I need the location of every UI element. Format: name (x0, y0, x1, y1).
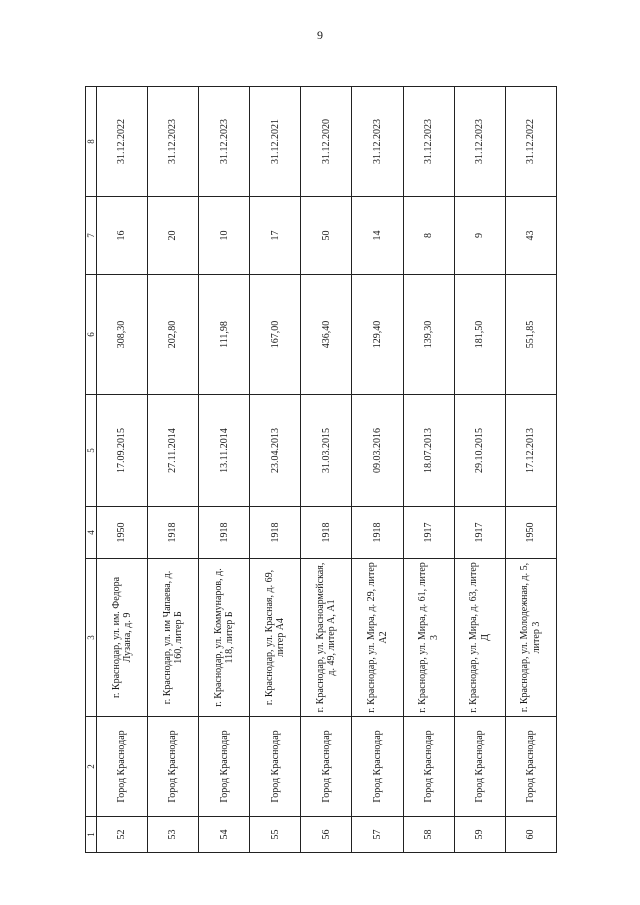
column-number: 4 (86, 507, 97, 559)
residents-count-cell: 50 (301, 197, 352, 275)
residents-count-cell: 20 (148, 197, 199, 275)
build-year-cell: 1918 (250, 507, 301, 559)
table-row (352, 87, 403, 853)
address-cell: г. Краснодар, ул. Мира, д. 61, литер 3 (403, 559, 454, 717)
recognition-date-cell: 18.07.2013 (403, 395, 454, 507)
build-year-cell: 1918 (301, 507, 352, 559)
build-year-cell: 1918 (199, 507, 250, 559)
residents-count-cell: 17 (250, 197, 301, 275)
column-number: 5 (86, 395, 97, 507)
column-number: 3 (86, 559, 97, 717)
recognition-date-cell: 27.11.2014 (148, 395, 199, 507)
recognition-date-cell: 17.09.2015 (97, 395, 148, 507)
residents-count-cell: 16 (97, 197, 148, 275)
recognition-date-cell: 31.03.2015 (301, 395, 352, 507)
area-cell: 436,40 (301, 275, 352, 395)
row-number: 53 (148, 817, 199, 853)
address-cell: г. Краснодар, ул. Красноармейская, д. 49, литер А, А1 (301, 559, 352, 717)
rotated-table-container (85, 87, 557, 853)
build-year-cell: 1917 (403, 507, 454, 559)
address-cell: г. Краснодар, ул. Коммунаров, д. 118, литер Б (199, 559, 250, 717)
address-cell: г. Краснодар, ул. им. Федора Лузана, д. 9 (97, 559, 148, 717)
area-cell: 308,30 (97, 275, 148, 395)
residents-count-cell: 8 (403, 197, 454, 275)
area-cell: 129,40 (352, 275, 403, 395)
residents-count-cell: 10 (199, 197, 250, 275)
address-cell: г. Краснодар, ул. Мира, д. 29, литер А2 (352, 559, 403, 717)
resettlement-deadline-cell: 31.12.2023 (403, 87, 454, 197)
column-number: 8 (86, 87, 97, 197)
address-cell: г. Краснодар, ул. им Чапаева, д. 160, литер Б (148, 559, 199, 717)
row-number: 55 (250, 817, 301, 853)
recognition-date-cell: 13.11.2014 (199, 395, 250, 507)
residents-count-cell: 43 (505, 197, 556, 275)
area-cell: 167,00 (250, 275, 301, 395)
build-year-cell: 1917 (454, 507, 505, 559)
build-year-cell: 1918 (148, 507, 199, 559)
recognition-date-cell: 23.04.2013 (250, 395, 301, 507)
resettlement-deadline-cell: 31.12.2023 (199, 87, 250, 197)
address-cell: г. Краснодар, ул. Красная, д. 69, литер А4 (250, 559, 301, 717)
build-year-cell: 1918 (352, 507, 403, 559)
row-number: 54 (199, 817, 250, 853)
municipality-cell: Город Краснодар (505, 717, 556, 817)
row-number: 60 (505, 817, 556, 853)
column-number: 7 (86, 197, 97, 275)
municipality-cell: Город Краснодар (454, 717, 505, 817)
area-cell: 181,50 (454, 275, 505, 395)
table-row (199, 87, 250, 853)
resettlement-deadline-cell: 31.12.2023 (148, 87, 199, 197)
area-cell: 551,85 (505, 275, 556, 395)
area-cell: 139,30 (403, 275, 454, 395)
build-year-cell: 1950 (97, 507, 148, 559)
column-number: 1 (86, 817, 97, 853)
resettlement-deadline-cell: 31.12.2022 (97, 87, 148, 197)
column-number-row (86, 87, 97, 853)
address-cell: г. Краснодар, ул. Мира, д. 63, литер Д (454, 559, 505, 717)
table-row (148, 87, 199, 853)
municipality-cell: Город Краснодар (199, 717, 250, 817)
recognition-date-cell: 17.12.2013 (505, 395, 556, 507)
table-row (505, 87, 556, 853)
resettlement-deadline-cell: 31.12.2023 (454, 87, 505, 197)
row-number: 58 (403, 817, 454, 853)
resettlement-deadline-cell: 31.12.2021 (250, 87, 301, 197)
row-number: 52 (97, 817, 148, 853)
resettlement-deadline-cell: 31.12.2020 (301, 87, 352, 197)
resettlement-deadline-cell: 31.12.2022 (505, 87, 556, 197)
build-year-cell: 1950 (505, 507, 556, 559)
municipality-cell: Город Краснодар (352, 717, 403, 817)
column-number: 6 (86, 275, 97, 395)
recognition-date-cell: 29.10.2015 (454, 395, 505, 507)
municipality-cell: Город Краснодар (301, 717, 352, 817)
area-cell: 202,80 (148, 275, 199, 395)
municipality-cell: Город Краснодар (403, 717, 454, 817)
column-number: 2 (86, 717, 97, 817)
address-cell: г. Краснодар, ул. Молодежная, д. 5, литер 3 (505, 559, 556, 717)
table-row (97, 87, 148, 853)
table-row (250, 87, 301, 853)
row-number: 56 (301, 817, 352, 853)
page-number: 9 (317, 28, 323, 42)
area-cell: 111,98 (199, 275, 250, 395)
row-number: 57 (352, 817, 403, 853)
table-row (301, 87, 352, 853)
housing-register-table (85, 86, 557, 853)
table-row (403, 87, 454, 853)
municipality-cell: Город Краснодар (148, 717, 199, 817)
residents-count-cell: 14 (352, 197, 403, 275)
resettlement-deadline-cell: 31.12.2023 (352, 87, 403, 197)
row-number: 59 (454, 817, 505, 853)
table-row (454, 87, 505, 853)
recognition-date-cell: 09.03.2016 (352, 395, 403, 507)
municipality-cell: Город Краснодар (97, 717, 148, 817)
municipality-cell: Город Краснодар (250, 717, 301, 817)
residents-count-cell: 9 (454, 197, 505, 275)
